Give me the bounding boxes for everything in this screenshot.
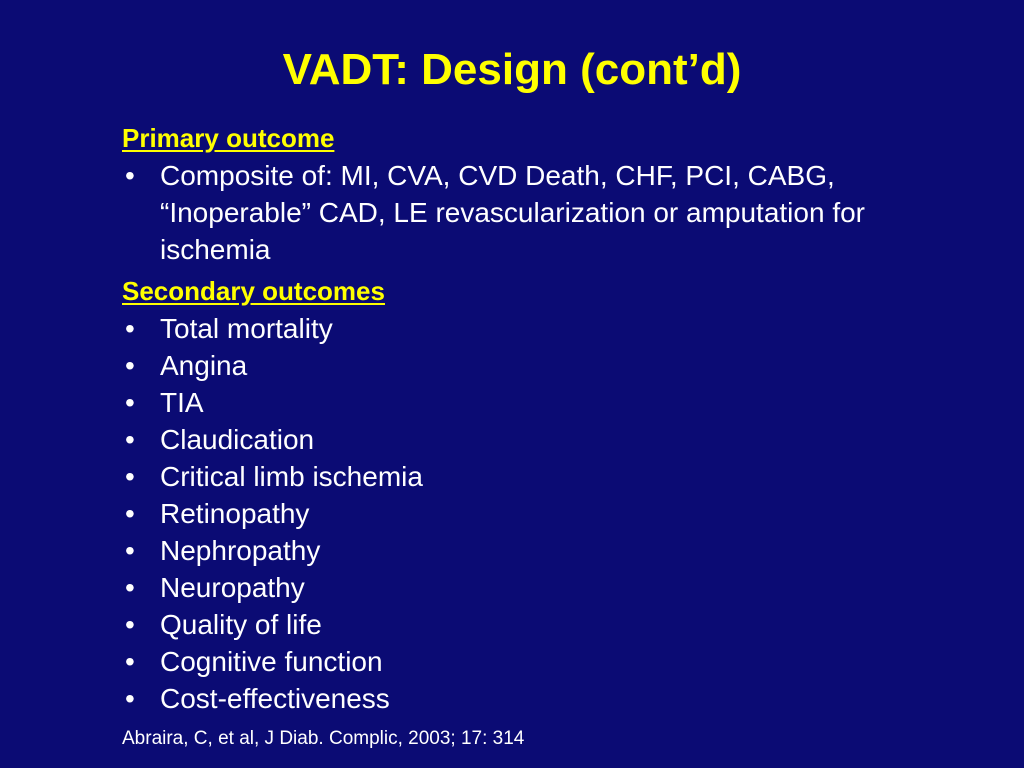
list-item [122, 532, 942, 569]
secondary-outcomes-list [122, 310, 942, 717]
slide-title: VADT: Design (cont’d) [282, 45, 742, 94]
primary-outcome-list [122, 157, 942, 268]
citation: Abraira, C, et al, J Diab. Complic, 2003; 17: 314 [122, 728, 525, 749]
list-item [122, 384, 942, 421]
bullet-icon: • [125, 646, 135, 677]
bullet-icon: • [125, 535, 135, 566]
bullet-icon: • [125, 160, 135, 191]
slide-content [122, 119, 942, 753]
list-item-text: Total mortality [160, 313, 333, 344]
list-item-text: Retinopathy [160, 498, 310, 529]
list-item [122, 157, 942, 268]
bullet-icon: • [125, 572, 135, 603]
list-item [122, 421, 942, 458]
list-item-text: Critical limb ischemia [160, 461, 423, 492]
bullet-icon: • [125, 387, 135, 418]
list-item-text: TIA [160, 387, 204, 418]
list-item-text: Composite of: MI, CVA, CVD Death, CHF, PCI, CABG, “Inoperable” CAD, LE revascularization or amputation for ischemia [160, 160, 866, 265]
bullet-icon: • [125, 609, 135, 640]
list-item [122, 680, 942, 717]
bullet-icon: • [125, 313, 135, 344]
primary-outcome-heading: Primary outcome [122, 123, 335, 153]
secondary-outcomes-heading: Secondary outcomes [122, 276, 385, 306]
bullet-icon: • [125, 498, 135, 529]
list-item-text: Cost-effectiveness [160, 683, 390, 714]
list-item [122, 310, 942, 347]
list-item [122, 606, 942, 643]
list-item-text: Nephropathy [160, 535, 321, 566]
list-item-text: Claudication [160, 424, 315, 455]
list-item [122, 347, 942, 384]
list-item [122, 569, 942, 606]
bullet-icon: • [125, 350, 135, 381]
list-item-text: Angina [160, 350, 248, 381]
list-item-text: Neuropathy [160, 572, 305, 603]
list-item [122, 458, 942, 495]
list-item [122, 495, 942, 532]
list-item [122, 643, 942, 680]
bullet-icon: • [125, 424, 135, 455]
bullet-icon: • [125, 683, 135, 714]
bullet-icon: • [125, 461, 135, 492]
list-item-text: Cognitive function [160, 646, 383, 677]
list-item-text: Quality of life [160, 609, 322, 640]
